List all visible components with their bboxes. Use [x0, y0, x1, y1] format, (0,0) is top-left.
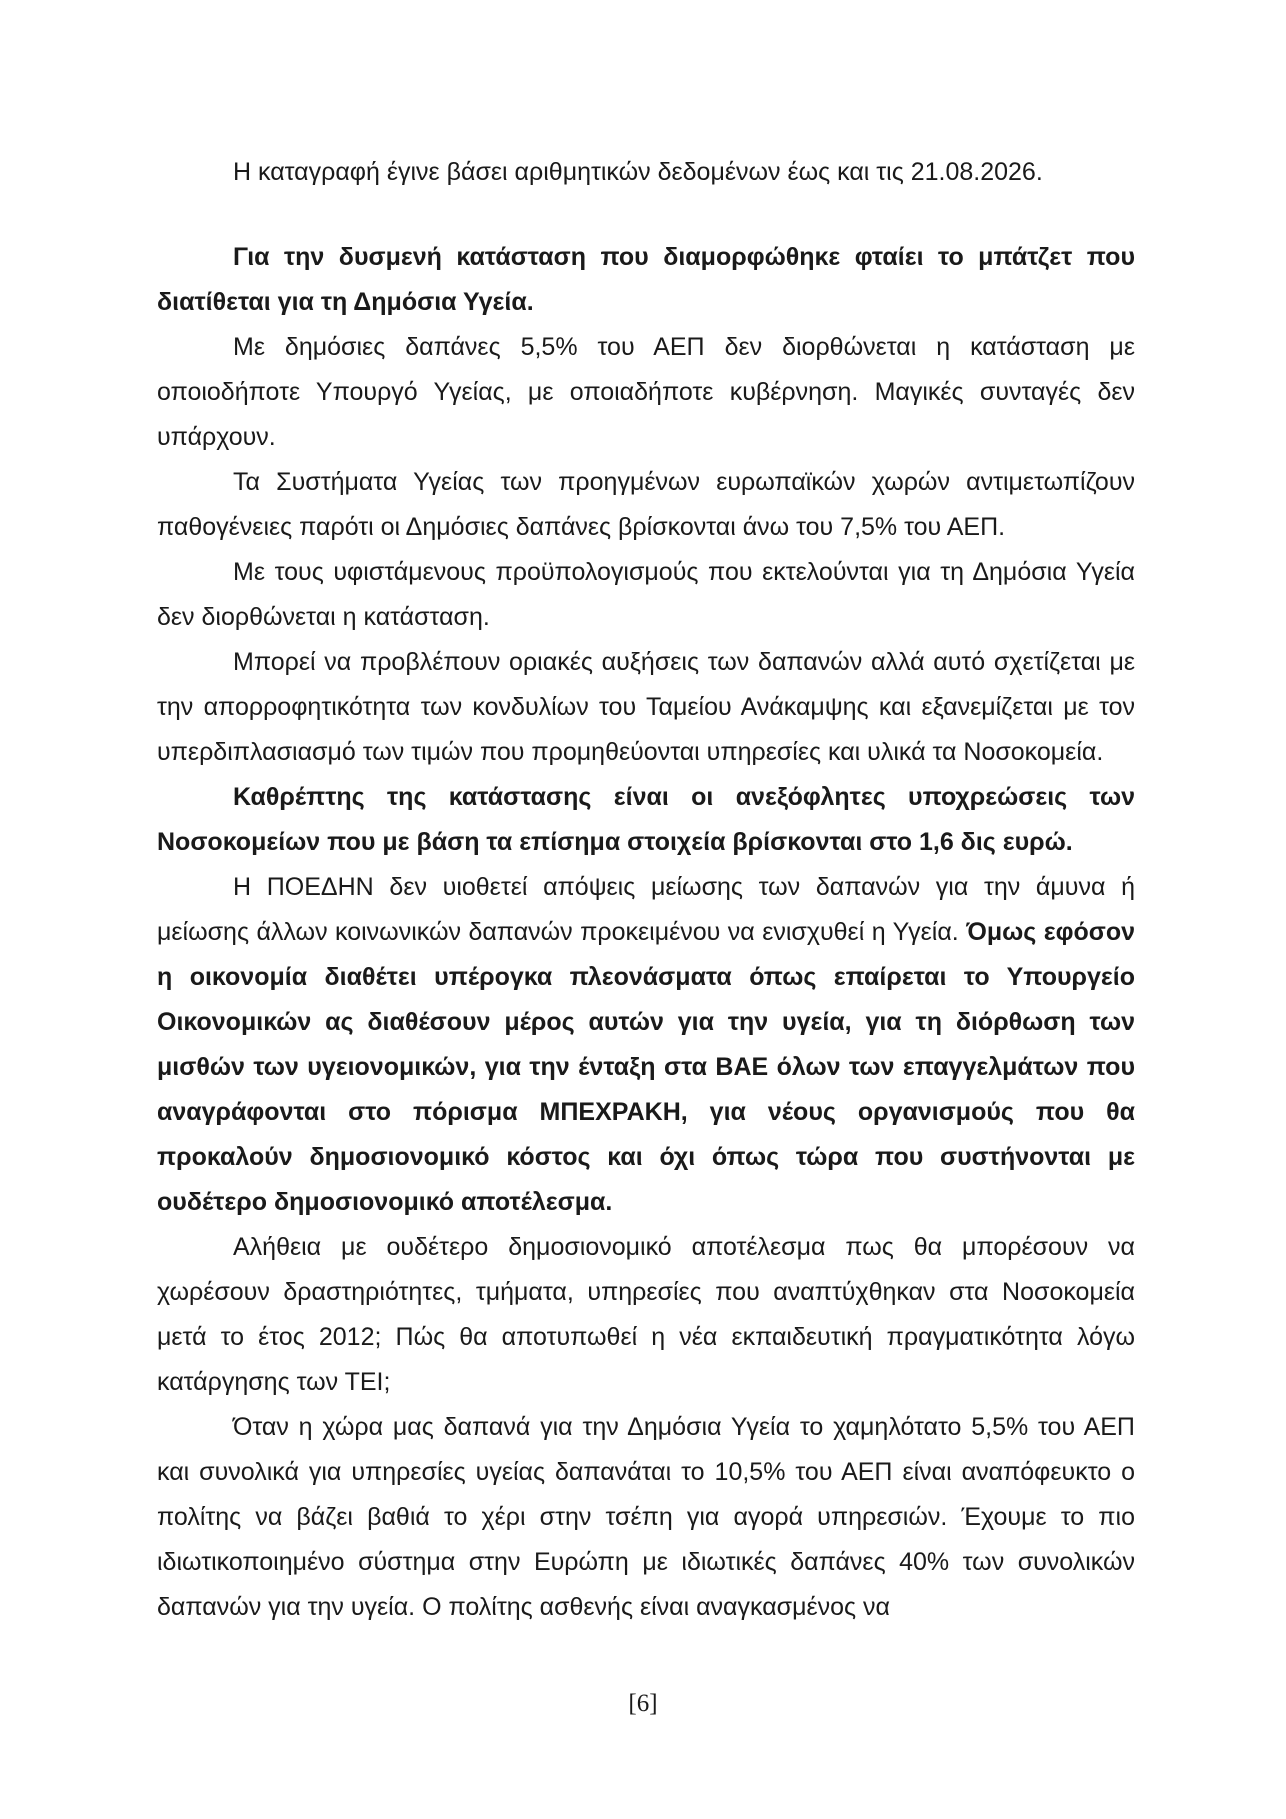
paragraph-data-date: Η καταγραφή έγινε βάσει αριθμητικών δεδομένων έως και τις 21.08.2026.: [233, 158, 1043, 186]
paragraph-private-spending: Όταν η χώρα μας δαπανά για την Δημόσια Υγεία το χαμηλότατο 5,5% του ΑΕΠ και συνολικά για υπηρεσίες υγείας δαπανάται το 10,5% του ΑΕΠ είναι αναπόφευκτο ο πολίτης να βάζει βαθιά το χέρι στην τσέπη για αγορά υπηρεσιών. Έχουμε το πιο ιδιωτικοποιημένο σύστημα στην Ευρώπη με ιδιωτικές δαπάνες 40% των συνολικών δαπανών για την υγεία. Ο πολίτης ασθενής είναι αναγκασμένος να: [157, 1413, 1135, 1621]
poedin-position-text: Η ΠΟΕΔΗΝ δεν υιοθετεί απόψεις μείωσης των δαπανών για την άμυνα ή μείωσης άλλων κοινωνικών δαπανών προκειμένου να ενισχυθεί η Υγεία.: [157, 873, 1135, 946]
paragraph-budget-heading: Για την δυσμενή κατάσταση που διαμορφώθηκε φταίει το μπάτζετ που διατίθεται για τη Δημόσια Υγεία.: [157, 243, 1135, 316]
paragraph-marginal-increases: Μπορεί να προβλέπουν οριακές αυξήσεις των δαπανών αλλά αυτό σχετίζεται με την απορροφητικότητα των κονδυλίων του Ταμείου Ανάκαμψης και εξανεμίζεται με τον υπερδιπλασιασμό των τιμών που προμηθεύονται υπηρεσίες και υλικά τα Νοσοκομεία.: [157, 648, 1135, 766]
paragraph-current-budgets: Με τους υφιστάμενους προϋπολογισμούς που εκτελούνται για τη Δημόσια Υγεία δεν διορθώνεται η κατάσταση.: [157, 558, 1135, 631]
surplus-demand-text: Όμως εφόσον η οικονομία διαθέτει υπέρογκα πλεονάσματα όπως επαίρεται το Υπουργείο Οικονομικών ας διαθέσουν μέρος αυτών για την υγεία, για τη διόρθωση των μισθών των υγειονομικών, για την ένταξη στα ΒΑΕ όλων των επαγγελμάτων που αναγράφονται στο πόρισμα ΜΠΕΧΡΑΚΗ, για νέους οργανισμούς που θα προκαλούν δημοσιονομικό κόστος και όχι όπως τώρα που συστήνονται με ουδέτερο δημοσιονομικό αποτέλεσμα.: [157, 918, 1135, 1216]
paragraph-hospital-debts: Καθρέπτης της κατάστασης είναι οι ανεξόφλητες υποχρεώσεις των Νοσοκομείων που με βάση τα επίσημα στοιχεία βρίσκονται στο 1,6 δις ευρώ.: [157, 783, 1135, 856]
page-number: [6]: [628, 1690, 658, 1717]
paragraph-poedin-position: [157, 865, 1135, 1225]
paragraph-public-spending: Με δημόσιες δαπάνες 5,5% του ΑΕΠ δεν διορθώνεται η κατάσταση με οποιοδήποτε Υπουργό Υγείας, με οποιαδήποτε κυβέρνηση. Μαγικές συνταγές δεν υπάρχουν.: [157, 333, 1135, 451]
paragraph-neutral-result: Αλήθεια με ουδέτερο δημοσιονομικό αποτέλεσμα πως θα μπορέσουν να χωρέσουν δραστηριότητες, τμήματα, υπηρεσίες που αναπτύχθηκαν στα Νοσοκομεία μετά το έτος 2012; Πώς θα αποτυπωθεί η νέα εκπαιδευτική πραγματικότητα λόγω κατάργησης των ΤΕΙ;: [157, 1233, 1135, 1396]
document-page: [157, 150, 1135, 1630]
paragraph-european-systems: Τα Συστήματα Υγείας των προηγμένων ευρωπαϊκών χωρών αντιμετωπίζουν παθογένειες παρότι οι Δημόσιες δαπάνες βρίσκονται άνω του 7,5% του ΑΕΠ.: [157, 468, 1135, 541]
